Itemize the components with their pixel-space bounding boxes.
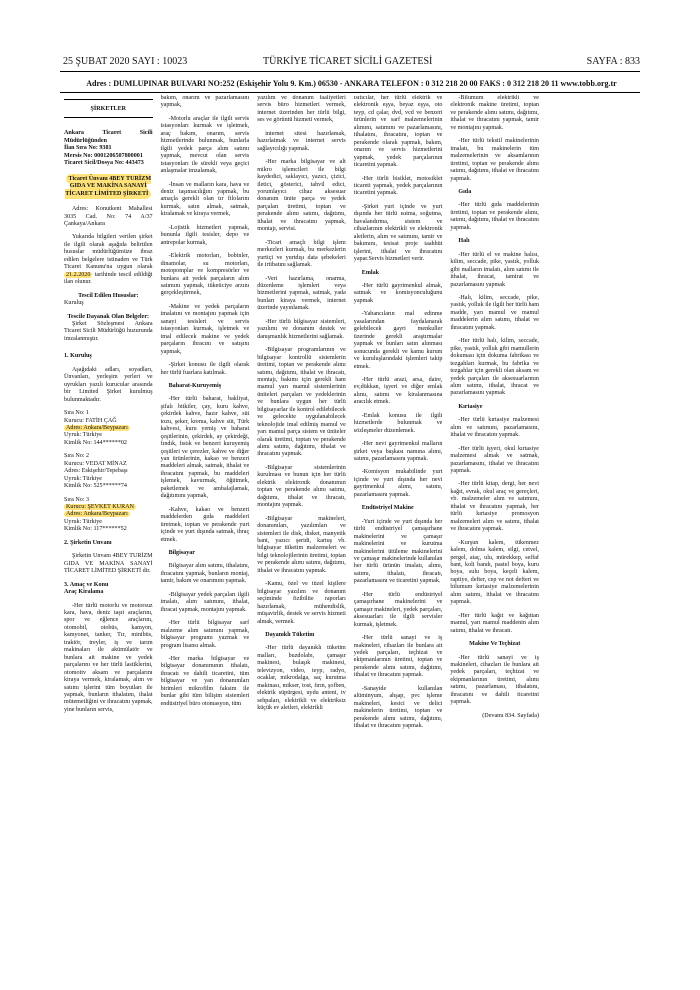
founder-nationality: Uyruk: Türkiye <box>64 475 102 482</box>
paragraph: -Her türlü bilgisayar sarf malzeme alım satımını yapmak, bilgisayar programı yazmak ve program lisansı almak. <box>160 620 250 649</box>
founder-name: Kurucu: FATİH ÇAĞ <box>64 417 117 424</box>
subheading: Endüstriyel Makine <box>361 505 414 512</box>
continued-note: (Devamı 834. Sayfada) <box>482 712 539 719</box>
paragraph: -Veri hazırlama, onarma, düzenleme işlemleri veya hizmetlerini yapmak, satmak, yada bunları kiraya vermek, internet üzerinde yayınlamak. <box>257 275 346 312</box>
paragraph: -Bilgisayar yedek parçaları ilgili imalatı, alım satımını, ithalat, ihracat yapmak, montajını yapmak. <box>160 591 250 613</box>
column-4 <box>350 95 447 967</box>
kurulus-text: Aşağıdaki adları, soyadları, Ünvanları, yerleşim yerleri ve uyrukları yazılı kurucular arasında bir Limited Şirket kurulmuş bulunmaktadır. <box>64 366 153 403</box>
paragraph: -Motorlu araçlar ile ilgili servis istasyonları kurmak ve işletmek, araç bakım, onarım, servis hizmetlerinde bulunmak, bunlarla ilgili yedek parça alım satımı yapmak, mevcut olan servis istasyonları ile sürekli veya geçici anlaşmalar imzalamak, <box>160 115 250 175</box>
founder-sira: Sıra No: 1 <box>64 410 90 417</box>
paragraph: -Her türlü halı, kilim, seccade, pike, yastık, yolluk gibi mamullerin dokuması için dokuma fabrikası ve tezgahları kurmak, bu fabrika ve tezgahlar için gerekli olan aksam ve yedek parçaları ile aksesuarlarının alım satımı, ithalat, ihracat ve pazarlamasını yapmak <box>450 338 539 397</box>
section-rule <box>64 99 153 100</box>
founder-3 <box>64 497 153 534</box>
paragraph: -Her türlü bisiklet, motosiklet ticareti yapmak, yedek parçalarının ticaretini yapmak. <box>353 175 443 197</box>
column-3 <box>253 95 350 967</box>
paragraph: -Her nevi gayrimenkul malların şirket veya başkası namına alımı, satımı, pazarlamasını yapmak. <box>353 441 443 463</box>
founder-address: Adres: Ankara/Beypazarı <box>66 424 128 431</box>
subheading: Kırtasiye <box>458 403 483 410</box>
paragraph: -Bilgisayar programlarının ve bilgisayar kontrollü sistemlerin üretimi, toptan ve perakende alımı satımı, dağıtımı, ithalat ve ihracatı, montajı, bakımı için gerekli ham mamul yarı mamul sistemlerinin üniteleri parçaları ve yedeklerinin ve bunlara uygun her türlü bilgisayarlar ile kontrol edilebilecek ve gelecekte uygulanabilecek teknolojide imal edilmiş mamul ve yarı mamul parça sistem ve üniteler olarak üretimi, toptan ve perakende alımı satımı, dağıtımı, ithalat ve ihracatını yapmak. <box>257 347 346 458</box>
paragraph: -Her türlü kırtasiye malzemesi alım ve satımını, pazarlamasını, ithalat ve ihracatını yapmak. <box>450 417 539 439</box>
paragraph: -Kahve, kakao ve benzeri maddelerden gıda maddeleri üretmek, toptan ve perakende yurt içinde ve yurt dışında satmak, ihraç etmek. <box>160 506 250 543</box>
paragraph: -Her türlü el ve makine halısı, kilim, seccade, pike, yastık, yolluk gibi malların imalatı, alım satımı ile ithalat, ihracat, tamirat ve pazarlamasını yapmak <box>450 251 539 288</box>
unvan-heading: 2. Şirketin Unvanı <box>64 539 112 546</box>
paragraph: -Her türlü tekstil makinelerinin imalatı, bu makinelerin tüm malzemelerinin ve aksamlarının üretimi, toptan ve perakende alımı satımı, dağıtımı, ithalat ve ihracatını yapmak. <box>450 138 539 182</box>
tescil-value: Kuruluş <box>64 300 84 307</box>
section-title: ŞİRKETLER <box>90 106 127 112</box>
header-rule <box>60 71 640 72</box>
column-5 <box>446 95 543 967</box>
founder-name: Kurucu: ŞEVKET KURAN <box>66 504 134 511</box>
intro-text: Yukarıda bilgileri verilen şirket ile ilgili olarak aşağıda belirtilen hususlar müdürlüğümüze ibraz edilen belgelere istinaden ve Türk Ticaret Kanunu'na uygun olarak <box>64 234 153 271</box>
gazette-header <box>63 55 640 69</box>
company-address: Adres: Konutkent Mahallesi 3035 Cad. No: 74 A/37 Çankaya/Ankara <box>64 206 153 227</box>
founder-1 <box>64 410 153 447</box>
founder-nationality: Uyruk: Türkiye <box>64 518 102 525</box>
founder-2 <box>64 453 153 490</box>
paragraph: -Yabancıların mal edinme yasalarından faydalanarak gelebilecek gayri menkuller üzerinde gerekli araştırmalar yapmak ve bunları satın alınması sonucunda gerekli ve kamu kurum ve kuruluşlarındaki işlemleri takip etmek. <box>353 311 443 370</box>
section-rule-bottom <box>64 117 153 118</box>
sicil-no: Ticaret Sicil/Dosya No: 443473 <box>64 160 144 167</box>
subheading: Bilgisayar <box>168 550 196 557</box>
paragraph: -Bilumum elektrikli ve elektronik makine üretimi, toptan ve perakende alımı satımı, dağıtımı, ithalat ve ihracatını yapmak, tamir ve montajını yapmak. <box>450 95 539 131</box>
subheading: Baharat-Kuruyemiş <box>168 382 222 389</box>
paragraph: -Her marka bilgisayar ve alt mikro işlemcileri ile bilgi kaydedici, saklayıcı, yazıcı, çizici, iletici, gösterici, tahvil edici, yorumlayıcı cihaz aksesuar donanım ünite parça ve yedek parçaları üretimi, toptan ve perakende alımı satımı, dağıtımı, ithalat ve ihracatını yapmak, montajı, servisi. <box>257 159 346 233</box>
founder-nationality: Uyruk: Türkiye <box>64 432 102 439</box>
paragraph: -Her türlü kağıt ve kağıttan mamul, yarı mamul maddenin alım satımı, ithalat ve ihracatı. <box>450 612 539 634</box>
founder-address: Adres: Ankara/Beypazarı <box>66 511 128 518</box>
paragraph: bakım, onarım ve pazarlamasını yapmak, <box>160 95 250 109</box>
paragraph: -Elektrik motorları, bobinler, dinamolar, su motorları, motopomplar ve kompresörler ve bunlara ait yedek parçaların alım satımını yapmak, tüketiciye arzını gerçekleştirmek, <box>160 253 250 297</box>
paragraph: -Her türlü arazi, arsa, daire, ev,dükkan, işyeri ve diğer emlak alımı, satımı ve kiralanmasına aracılık etmek. <box>353 376 443 406</box>
paragraph: -Her türlü gayrimenkul almak, satmak ve komisyonculuğunu yapmak <box>353 282 443 304</box>
paragraph: -Makine ve yedek parçaların imalatını ve montajını yapmak için sanayi tesisleri ve servis istasyonları kurmak, işletmek ve imal edilecek makine ve yedek parçaların ihracını ve satışını yapmak, <box>160 303 250 355</box>
paragraph: -Lojistik hizmetleri yapmak, bununla ilgili tesisler, depo ve antrepolar kurmak, <box>160 224 250 246</box>
paragraph: -Her türlü bilgisayar sistemleri, yazılımı ve donanım destek ve danışmanlık hizmetlerini sağlamak. <box>257 318 346 340</box>
paragraph: -Kamu, özel ve tüzel kişilere bilgisayar yazılım ve donanım seçiminde fizibilite raporları hazırlamak, mühendislik, müşavirlik, destek ve servis hizmeti almak, vermek. <box>257 581 346 625</box>
founder-address: Adres: Eskişehir/Tepebaşı <box>64 468 128 475</box>
paragraph: ısıtıcılar, her türlü elektrik ve elektronik eşya, beyaz eşya, oto teyp, cd çalar, dvd, vcd ve benzeri ürünlerin ve sarf malzemelerinin alımını, satımını ve pazarlamasını, ithalatını, ihracatını, toptan ve perakende olarak yapmak, bakım, onarım ve servis hizmetlerini yapmak, yedek parçalarının ticaretini yapmak. <box>353 95 443 169</box>
column-2 <box>157 95 254 967</box>
ilan-sira: İlan Sıra No: 9381 <box>64 145 112 152</box>
amac-subheading: Araç Kiralama <box>64 589 104 596</box>
paragraph: -Komisyon mukabilinde yurt içinde ve yurt dışında her nevi gayrimenkul alımı, satımı, pazarlamasını yapmak. <box>353 469 443 498</box>
contact-address: Adres : DUMLUPINAR BULVARI NO:252 (Eskişehir Yolu 9. Km.) 06530 - ANKARA TELEFON : 0 312 218 20 00 FAKS : 0 312 218 20 11 www.tobb.org.tr <box>86 79 617 88</box>
paragraph: -Yurt içinde ve yurt dışında her türlü endüstriyel çamaşırhane makinelerini ve çamaşır makinelerini ve kurutma makinelerini ütüleme makinelerini ve çamaşır makinelerinde kullanılan her türlü ürünün imalatı, alımı, satımı, ithalatı, ihracatı, pazarlamasını ve ticaretini yapmak. <box>353 518 443 585</box>
paragraph: yazılım ve donanım faaliyetleri servis büro hizmetleri vermek, internet üzerinden her türlü bilgi, ses ve görüntü hizmeti vermek, <box>257 95 346 124</box>
founder-sira: Sıra No: 2 <box>64 453 90 460</box>
paragraph: -Her türlü gıda maddelerinin üretimi, toptan ve perakende alımı, satımı, dağıtımı, ithalat ve ihracatını yapmak. <box>450 202 539 231</box>
article-columns <box>60 95 640 967</box>
trade-name <box>64 176 153 198</box>
kurulus-heading: 1. Kuruluş <box>64 353 92 360</box>
subheading: Makine Ve Teçhizat <box>469 641 521 648</box>
address-rule <box>60 92 640 93</box>
intro-paragraph <box>64 234 153 286</box>
issue-date: 25 ŞUBAT 2020 SAYI : 10023 <box>63 56 188 67</box>
contract-heading: Tescile Dayanak Olan Belgeler: <box>67 313 150 320</box>
intro-text-end: tarihinde tescil edildiği ilan olunur. <box>64 271 153 286</box>
subheading: Emlak <box>361 269 380 276</box>
paragraph: Bilgisayar alım satımı, ithalatını, ihracatını yapmak, bunların montaj, tamir, bakım ve onarımını yapmak. <box>160 563 250 585</box>
founder-name: Kurucu: VEDAT MİNAZ <box>64 460 127 467</box>
unvan-text: Şirketin Unvanı 4BEY TURİZM GIDA VE MAKİNA SANAYİ TİCARET LİMİTED ŞİRKETİ dir. <box>64 553 153 575</box>
paragraph: -İnsan ve malların kara, hava ve deniz taşımacılığını yapmak, bu amaçla gerekli olan tır filolarını kurmak, satın almak, satmak, kiralamak ve kiraya vermek, <box>160 181 250 218</box>
amac-heading: 3. Amaç ve Konu <box>64 581 109 588</box>
paragraph: -Halı, kilim, seccade, pike, yastık, yolluk ile ilgili her türlü ham madde, yarı mamul ve mamul maddelerin alım satımı, ithalat ve ihracatını yapmak. <box>450 294 539 331</box>
column-1 <box>60 95 157 967</box>
amac-text: -Her türlü motorlu ve motorsuz kara, hava, deniz taşıt araçlarını, spor ve eğlence araçlarını, otomobil, otobüs, kamyon, kamyonet, tanker, Tır, minibüs, traktör, treyler, iş ve tarım makinaları ile akümülatör ve bunlara ait makine ve yedek parçalarını ve her türlü lastiklerini, otomotiv aksam ve parçalarını kiraya vermek, kiralamak, alım ve satımı işlerini tüm boyutları ile yapmak, bunların ithalatını, ihalat mütemetliğini ve ihracatını yapmak, yine bunların servis, <box>64 602 153 713</box>
contract-text: Şirket Sözleşmesi Ankara Ticaret Sicili Müdürlüğü huzurunda imzalanmıştır. <box>64 320 153 342</box>
founder-id: Kimlik No: 525******74 <box>64 483 127 490</box>
tescil-heading: Tescil Edilen Hususlar: <box>78 292 139 299</box>
paragraph: -Kurşun kalem, tükenmez kalem, dolma kalem, silgi, cetvel, pergel, ataç, ulu, mürekkep, seffaf bant, koli bandı, pastel boya, kuru boya, sulu boya, keçeli kalem, raptiye, defter, cep ve not defteri ve bilumum kırtasiye malzemelerinin alım satımı, ithalat ve ihracatını yapmak. <box>450 539 539 606</box>
paragraph: -Bilgisayar sistemlerinin kurulması ve bunun için her türlü elektrik elektronik donanımın toptan ve perakende alımı satımı, dağıtımı, ithalat ve ihracatı, montajını yapmak. <box>257 464 346 509</box>
paragraph: -Her marka bilgisayar ve bilgisayar donanımının ithalatı, ihracatı ve dahili ticaretini, tüm bilgisayar ve yan donanımları birimleri mikrofilm faksim ile bunlar gibi tüm bilişim sistemleri endüstriyel büro otomasyon, tüm <box>160 656 250 707</box>
subheading: Dayanıklı Tüketim <box>265 632 315 638</box>
founder-id: Kimlik No: 144******02 <box>64 439 127 446</box>
registry-header: Ankara Ticaret Sicili Müdürlüğünden <box>64 130 153 144</box>
paragraph: -Her türlü sanayi ve iş makineleri, cihazları ile bunlara ait yedek parçaları, teçhizat ve ekipmanlarının üretimi, alımı satımı, pazarlaması, ithalatını, ihracatını ve dahili ticaretini yapmak. <box>450 654 539 706</box>
paragraph: -Her türlü endüstriyel çamaşırhane makinelerini ve çamaşır makineleri, yedek parçaları, aksesuarları ile ilgili servisler kurmak, işletmek. <box>353 591 443 628</box>
paragraph: -Her türlü sanayi ve iş makineleri, cihazları ile bunlara ait yedek parçaları, teçhizat ve ekipmanlarının üretimi, toptan ve perakende alımı satımı, dağıtımı, ithalat ve ihracatını yapmak. <box>353 635 443 679</box>
paragraph: -Her türlü baharat, bakliyat, şifalı bitkiler, çay, kuru kahve, çekirdek kahve, hazır kahve, süt tozu, şeker, krema, kahve süt, Türk kahvesi, kuru yemiş ve baharat çeşitlerinin, çekirdek, ay çekirdeği, fındık, fıstık ve benzeri kuruyemiş çeşitleri ve çerezler, kahve ve diğer yan ürünlerinin, kakao ve benzeri maddeleri almak, satmak, ithalat ve ihracatını yapmak, bu maddeleri işlemek, kavurmak, öğütmek, paketlemek ve ambalajlamak, dağıtımını yapmak, <box>160 396 250 500</box>
subheading: Gıda <box>458 188 472 195</box>
paragraph: internet sitesi hazırlamak, hazırlatmak ve internet servis sağlayıcılığı yapmak. <box>257 130 346 152</box>
paragraph: -Her türlü işyeri, okul kırtasiye malzemesi almak ve satmak, pazarlamasını, ithalat ve ihracatını yapmak. <box>450 445 539 475</box>
paragraph: -Bilgisayar makineleri, donanımları, yazılımları ve sistemleri ile disk, disket, manyetik bant, yazıcı şeridi, kartuş vb. bilgisayar tüketim malzemeleri ve bilgi teknolojilerinin üretimi, toptan ve perakende alımı satımı, dağıtımı, ithalat ve ihracatını yapmak. <box>257 515 346 574</box>
founder-id: Kimlik No: 117******52 <box>64 526 127 533</box>
paragraph: -Emlak konusu ile ilgili hizmetlerde bulunmak ve sözleşmeler düzenlemek. <box>353 412 443 434</box>
paragraph: -Şirket yurt içinde ve yurt dışında her türlü ısıtma, soğutma, havalandırma, sistem ve cihazlarının elektrikli ve elektronik aletlerin, alım ve satımını, tamir ve bakımını, tesisat proje taahhüt işlerini, ithalat ve ihracatını yapar.Servis hizmetleri verir. <box>353 203 443 263</box>
paragraph: -Şirket konusu ile ilgili olarak her türlü fuarlara katılmak. <box>160 362 250 376</box>
registration-date: 21.2.2020 <box>66 271 91 278</box>
subheading: Halı <box>458 238 470 245</box>
trade-name-highlight: Ticaret Ünvanı 4BEY TURİZM GIDA VE MAKİNA SANAYİ TİCARET LİMİTED ŞİRKETİ <box>65 175 152 197</box>
page-number: SAYFA : 833 <box>586 56 640 67</box>
paragraph: -Her türlü dayanıklı tüketim malları, buzdolabı, çamaşır makinesi, bulaşık makinesi, televizyon, video, teyp, radyo, ocaklar, mikrodalga, saç kurutma makinası, mikser, tost, fırın, şofben, elektrik süpürgesi, uydu anteni, tv sehpaları, elektrikli ve elektriksiz küçük ev aletleri, elektrikli <box>257 645 346 712</box>
paragraph: -Her türlü kitap, dergi, her nevi kağıt, evrak, okul araç ve gereçleri, vb. malzemeler alım ve satımını, ithalat ve ihracatını yapmak, her türlü kırtasiye promosyon malzemeleri alım ve satımı, ithalat ve ihracatını yapmak. <box>450 481 539 533</box>
paragraph: -Ticari amaçlı bilgi işlem merkezleri kurmak, bu merkezlerin yurtiçi ve yurtdışı data şebekeleri ile irtibatını sağlamak. <box>257 239 346 269</box>
gazette-title: TÜRKİYE TİCARET SİCİLİ GAZETESİ <box>263 56 433 67</box>
paragraph: -Sanayide kullanılan alüminyum, ahşap, pvc işleme makineleri, kesici ve delici makinelerin üretimi, toptan ve perakende alımı satımı, dağıtımı, ithalat ve ihracatını yapmak. <box>353 685 443 730</box>
mersis-no: Mersis No: 0001206507800001 <box>64 152 143 159</box>
founder-sira: Sıra No: 3 <box>64 496 90 503</box>
